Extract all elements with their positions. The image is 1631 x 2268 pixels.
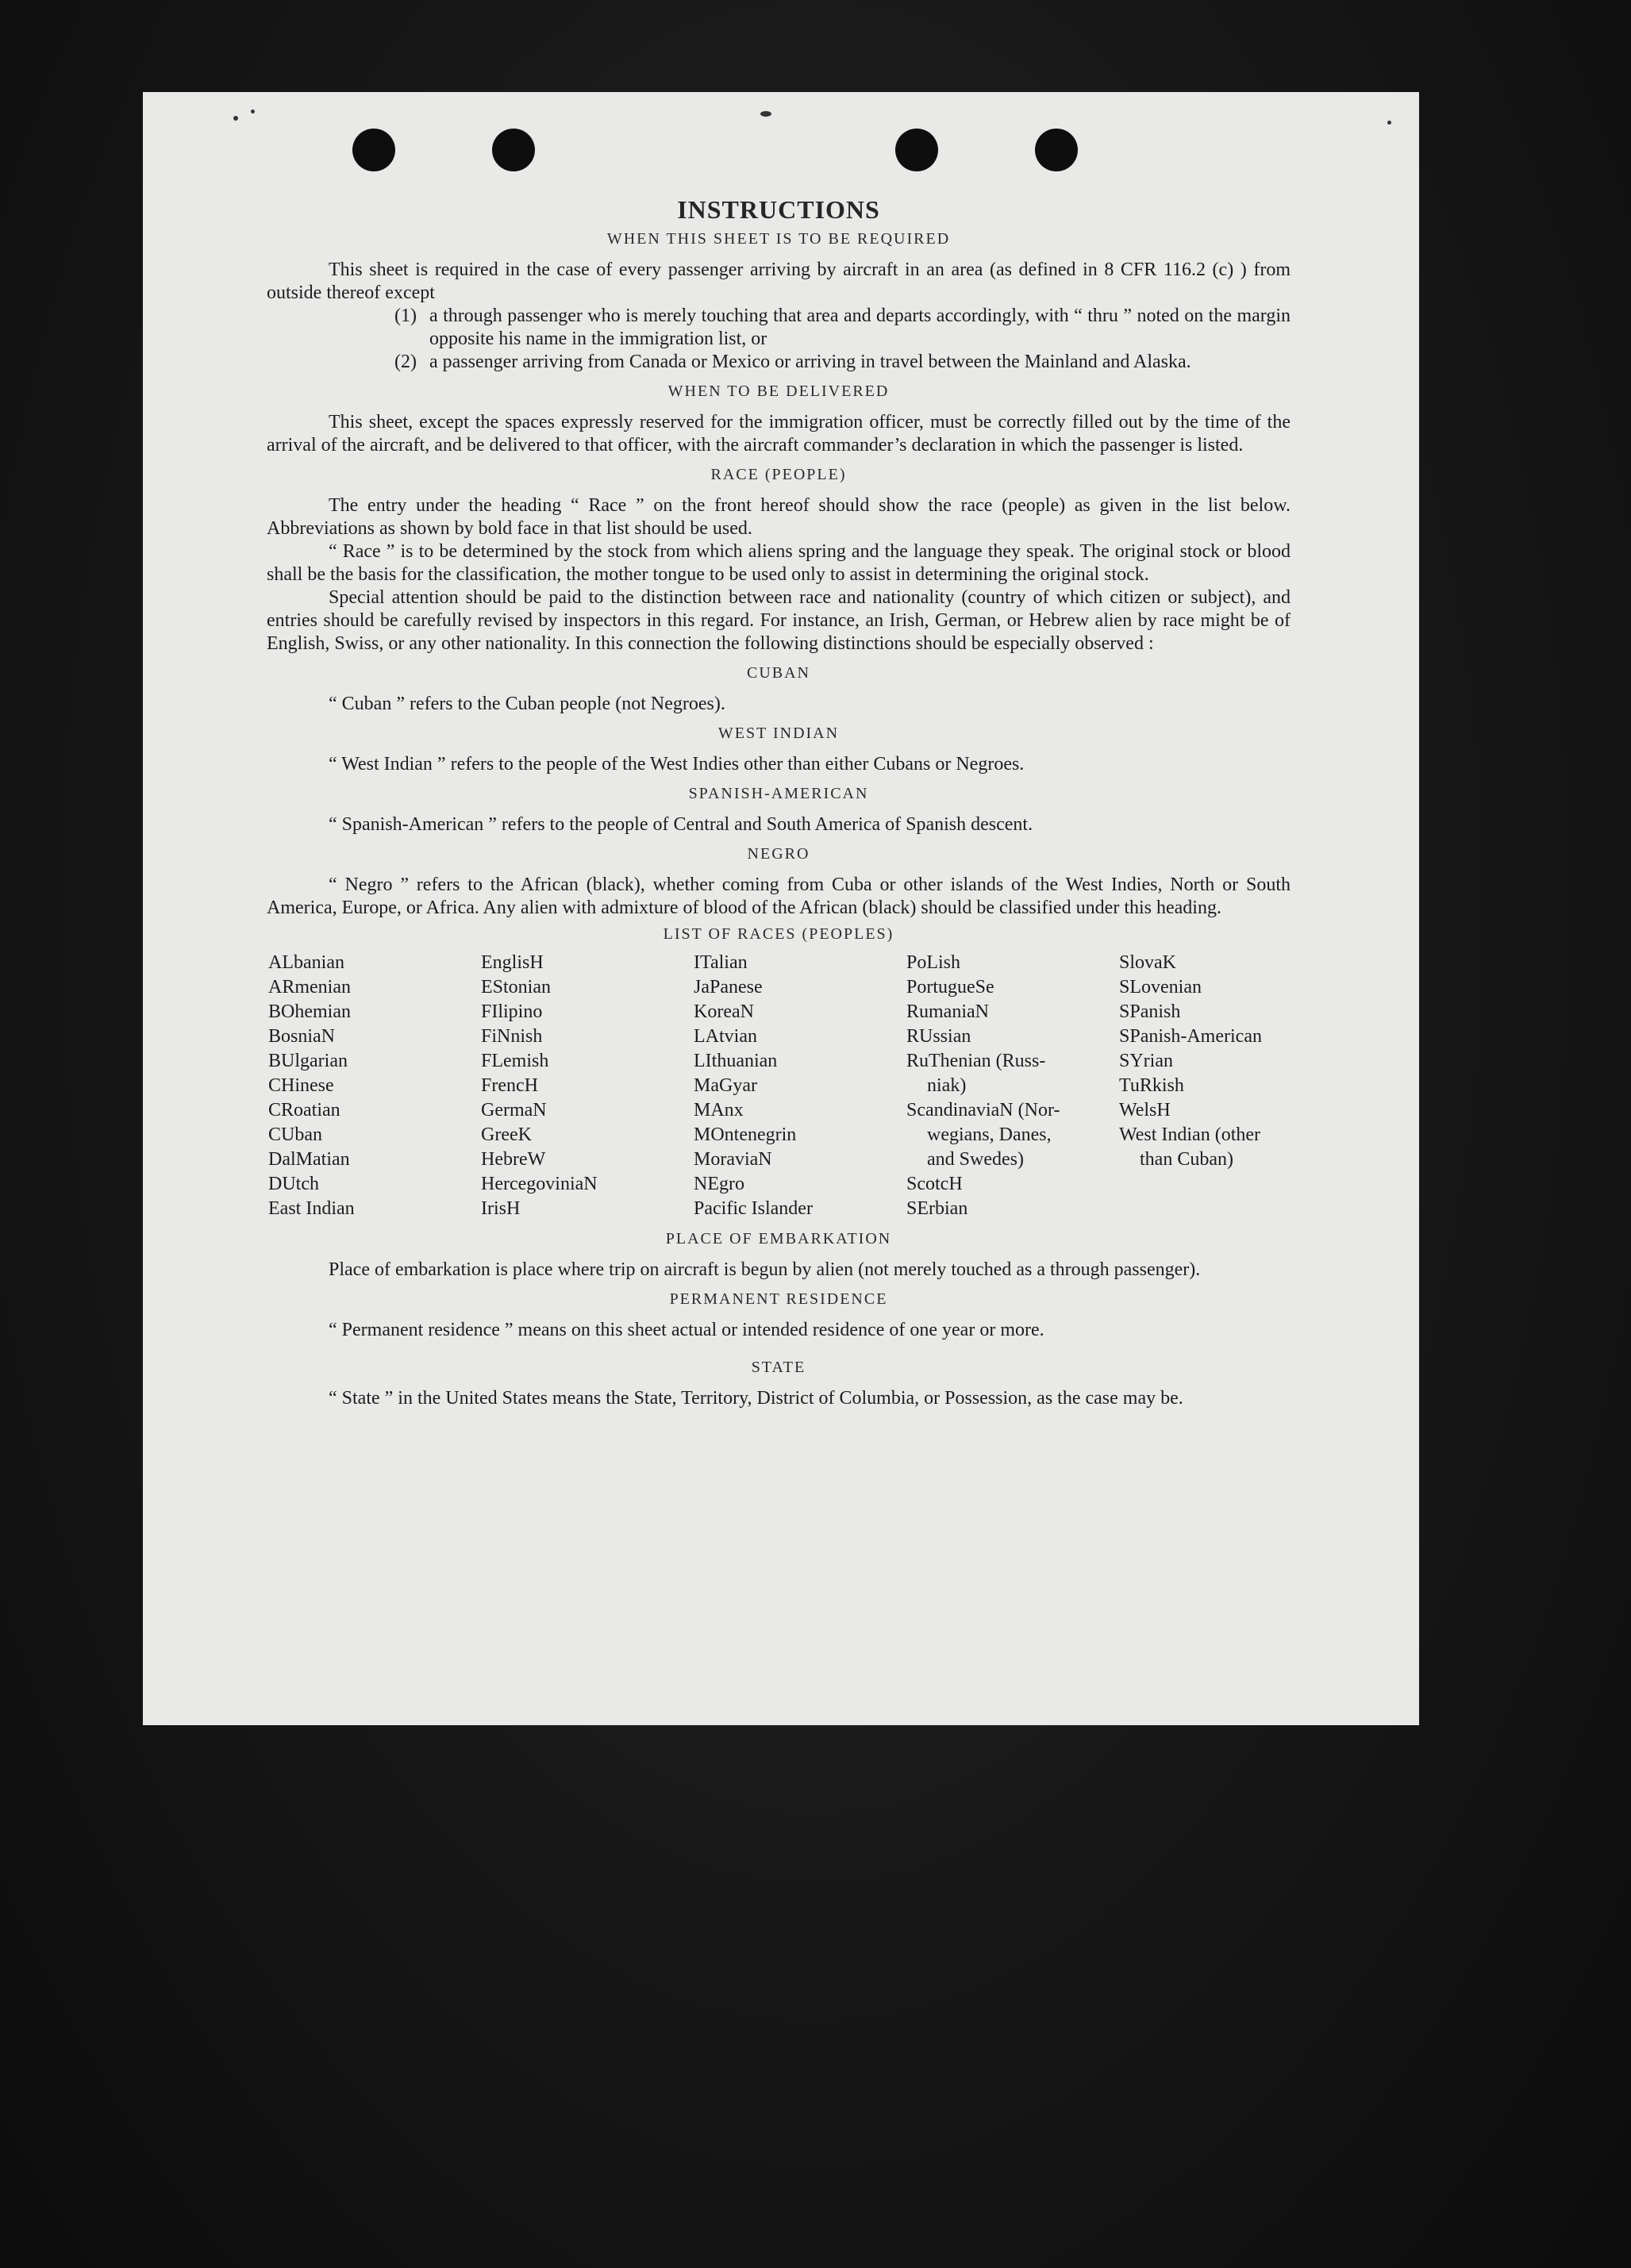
- race-column: [481, 951, 694, 1221]
- exception-text: a through passenger who is merely touching that area and departs accordingly, with “ thru ” noted on the margin opposite his name in the immigration list, or: [429, 306, 1291, 349]
- race-entry: SPanish: [1119, 1001, 1181, 1022]
- race-paragraph-3: Special attention should be paid to the distinction between race and nationality (country of which citizen or subject), and entries should be carefully revised by inspectors in this regard. For instance, an Irish, German, or Hebrew alien by race might be of English, Swiss, or any other nationality. In this connection the following distinctions should be especially observed :: [267, 587, 1291, 654]
- race-entry: RUssian: [906, 1026, 971, 1047]
- race-entry: RuThenian (Russ-: [906, 1051, 1046, 1071]
- race-entry: IrisH: [481, 1198, 521, 1219]
- when-delivered-text: This sheet, except the spaces expressly reserved for the immigration officer, must be correctly filled out by the time of the arrival of the aircraft, and be delivered to that officer, with the aircraft commander’s declaration in which the passenger is listed.: [267, 412, 1291, 456]
- exception-number: (1): [394, 306, 417, 326]
- heading-when-required: WHEN THIS SHEET IS TO BE REQUIRED: [606, 230, 951, 248]
- race-paragraph-1: The entry under the heading “ Race ” on the front hereof should show the race (people) as given in the list below. Abbreviations as shown by bold face in that list should be used.: [267, 495, 1291, 539]
- race-entry: LAtvian: [694, 1026, 757, 1047]
- scan-speck: [760, 111, 771, 117]
- race-entry: and Swedes): [927, 1149, 1024, 1170]
- heading-west-indian: WEST INDIAN: [717, 725, 840, 742]
- spanish-american-text: “ Spanish-American ” refers to the people of Central and South America of Spanish descent.: [329, 814, 1033, 835]
- race-entry: KoreaN: [694, 1001, 754, 1022]
- exception-item: [267, 305, 1291, 351]
- scan-speck: [251, 110, 255, 113]
- race-entry: EStonian: [481, 977, 551, 998]
- race-entry: BUlgarian: [268, 1051, 348, 1071]
- race-entry: NEgro: [694, 1174, 744, 1194]
- race-entry: GermaN: [481, 1100, 547, 1121]
- west-indian-text: “ West Indian ” refers to the people of the West Indies other than either Cubans or Negroes.: [329, 754, 1025, 775]
- race-entry: TuRkish: [1119, 1075, 1184, 1096]
- race-entry: ARmenian: [268, 977, 351, 998]
- race-entry: SPanish-American: [1119, 1026, 1262, 1047]
- race-entry: EnglisH: [481, 952, 544, 973]
- race-entry: CRoatian: [268, 1100, 340, 1121]
- state-text: “ State ” in the United States means the State, Territory, District of Columbia, or Possession, as the case may be.: [329, 1388, 1183, 1409]
- scan-speck: [233, 116, 238, 121]
- heading-race: RACE (PEOPLE): [710, 466, 847, 483]
- negro-text: “ Negro ” refers to the African (black), whether coming from Cuba or other islands of the West Indies, North or South America, Europe, or Africa. Any alien with admixture of blood of the African (black) should be classified under this heading.: [267, 875, 1291, 918]
- race-entry: BOhemian: [268, 1001, 351, 1022]
- race-entry: FLemish: [481, 1051, 549, 1071]
- race-entry: DUtch: [268, 1174, 319, 1194]
- document-page: [143, 92, 1419, 1725]
- heading-cuban: CUBAN: [746, 664, 810, 682]
- race-list: [268, 951, 1291, 1221]
- race-entry: CUban: [268, 1124, 322, 1145]
- instructions-body: [267, 195, 1291, 1410]
- page-title: INSTRUCTIONS: [677, 195, 880, 224]
- race-entry: FrencH: [481, 1075, 538, 1096]
- race-column: [1119, 951, 1317, 1221]
- permanent-residence-text: “ Permanent residence ” means on this sheet actual or intended residence of one year or more.: [329, 1320, 1044, 1340]
- race-paragraph-2: “ Race ” is to be determined by the stock from which aliens spring and the language they speak. The original stock or blood shall be the basis for the classification, the mother tongue to be used only to assist in determining the original stock.: [267, 541, 1291, 585]
- race-entry: ALbanian: [268, 952, 344, 973]
- race-entry: ScandinaviaN (Nor-: [906, 1100, 1060, 1121]
- race-entry: East Indian: [268, 1198, 355, 1219]
- race-entry: PortugueSe: [906, 977, 994, 998]
- race-entry: SlovaK: [1119, 952, 1176, 973]
- heading-permanent-residence: PERMANENT RESIDENCE: [669, 1290, 888, 1308]
- cuban-text: “ Cuban ” refers to the Cuban people (not Negroes).: [329, 694, 725, 714]
- heading-list-of-races: LIST OF RACES (PEOPLES): [663, 925, 894, 943]
- heading-when-delivered: WHEN TO BE DELIVERED: [667, 382, 890, 400]
- race-entry: PoLish: [906, 952, 961, 973]
- race-entry: JaPanese: [694, 977, 763, 998]
- race-entry: than Cuban): [1140, 1149, 1233, 1170]
- race-entry: RumaniaN: [906, 1001, 989, 1022]
- race-entry: MOntenegrin: [694, 1124, 797, 1145]
- race-entry: wegians, Danes,: [927, 1124, 1052, 1145]
- race-entry: MaGyar: [694, 1075, 757, 1096]
- race-entry: Pacific Islander: [694, 1198, 813, 1219]
- race-entry: SLovenian: [1119, 977, 1202, 998]
- race-entry: ScotcH: [906, 1174, 963, 1194]
- race-entry: West Indian (other: [1119, 1124, 1261, 1145]
- race-entry: FIlipino: [481, 1001, 543, 1022]
- when-required-intro: This sheet is required in the case of every passenger arriving by aircraft in an area (as defined in 8 CFR 116.2 (c) ) from outside thereof except: [267, 259, 1291, 303]
- race-entry: FiNnish: [481, 1026, 543, 1047]
- punch-hole: [1035, 129, 1078, 171]
- exception-number: (2): [394, 352, 417, 372]
- race-entry: LIthuanian: [694, 1051, 778, 1071]
- punch-hole: [492, 129, 535, 171]
- race-entry: DalMatian: [268, 1149, 350, 1170]
- embarkation-text: Place of embarkation is place where trip on aircraft is begun by alien (not merely touched as a through passenger).: [329, 1259, 1201, 1280]
- race-entry: SErbian: [906, 1198, 968, 1219]
- race-entry: WelsH: [1119, 1100, 1171, 1121]
- race-entry: HebreW: [481, 1149, 546, 1170]
- scan-speck: [1387, 121, 1391, 125]
- race-entry: SYrian: [1119, 1051, 1173, 1071]
- race-entry: MAnx: [694, 1100, 744, 1121]
- race-column: [694, 951, 906, 1221]
- heading-embarkation: PLACE OF EMBARKATION: [665, 1230, 892, 1247]
- race-entry: MoraviaN: [694, 1149, 772, 1170]
- heading-state: STATE: [751, 1359, 806, 1376]
- exception-text: a passenger arriving from Canada or Mexico or arriving in travel between the Mainland and Alaska.: [429, 352, 1191, 372]
- race-entry: niak): [927, 1075, 967, 1096]
- punch-hole: [895, 129, 938, 171]
- exception-item: [267, 351, 1291, 374]
- race-entry: GreeK: [481, 1124, 532, 1145]
- race-entry: BosniaN: [268, 1026, 335, 1047]
- race-entry: ITalian: [694, 952, 748, 973]
- race-column: [268, 951, 481, 1221]
- heading-negro: NEGRO: [747, 845, 810, 863]
- race-entry: CHinese: [268, 1075, 334, 1096]
- heading-spanish-american: SPANISH-AMERICAN: [688, 785, 869, 802]
- punch-hole: [352, 129, 395, 171]
- race-entry: HercegoviniaN: [481, 1174, 598, 1194]
- race-column: [906, 951, 1119, 1221]
